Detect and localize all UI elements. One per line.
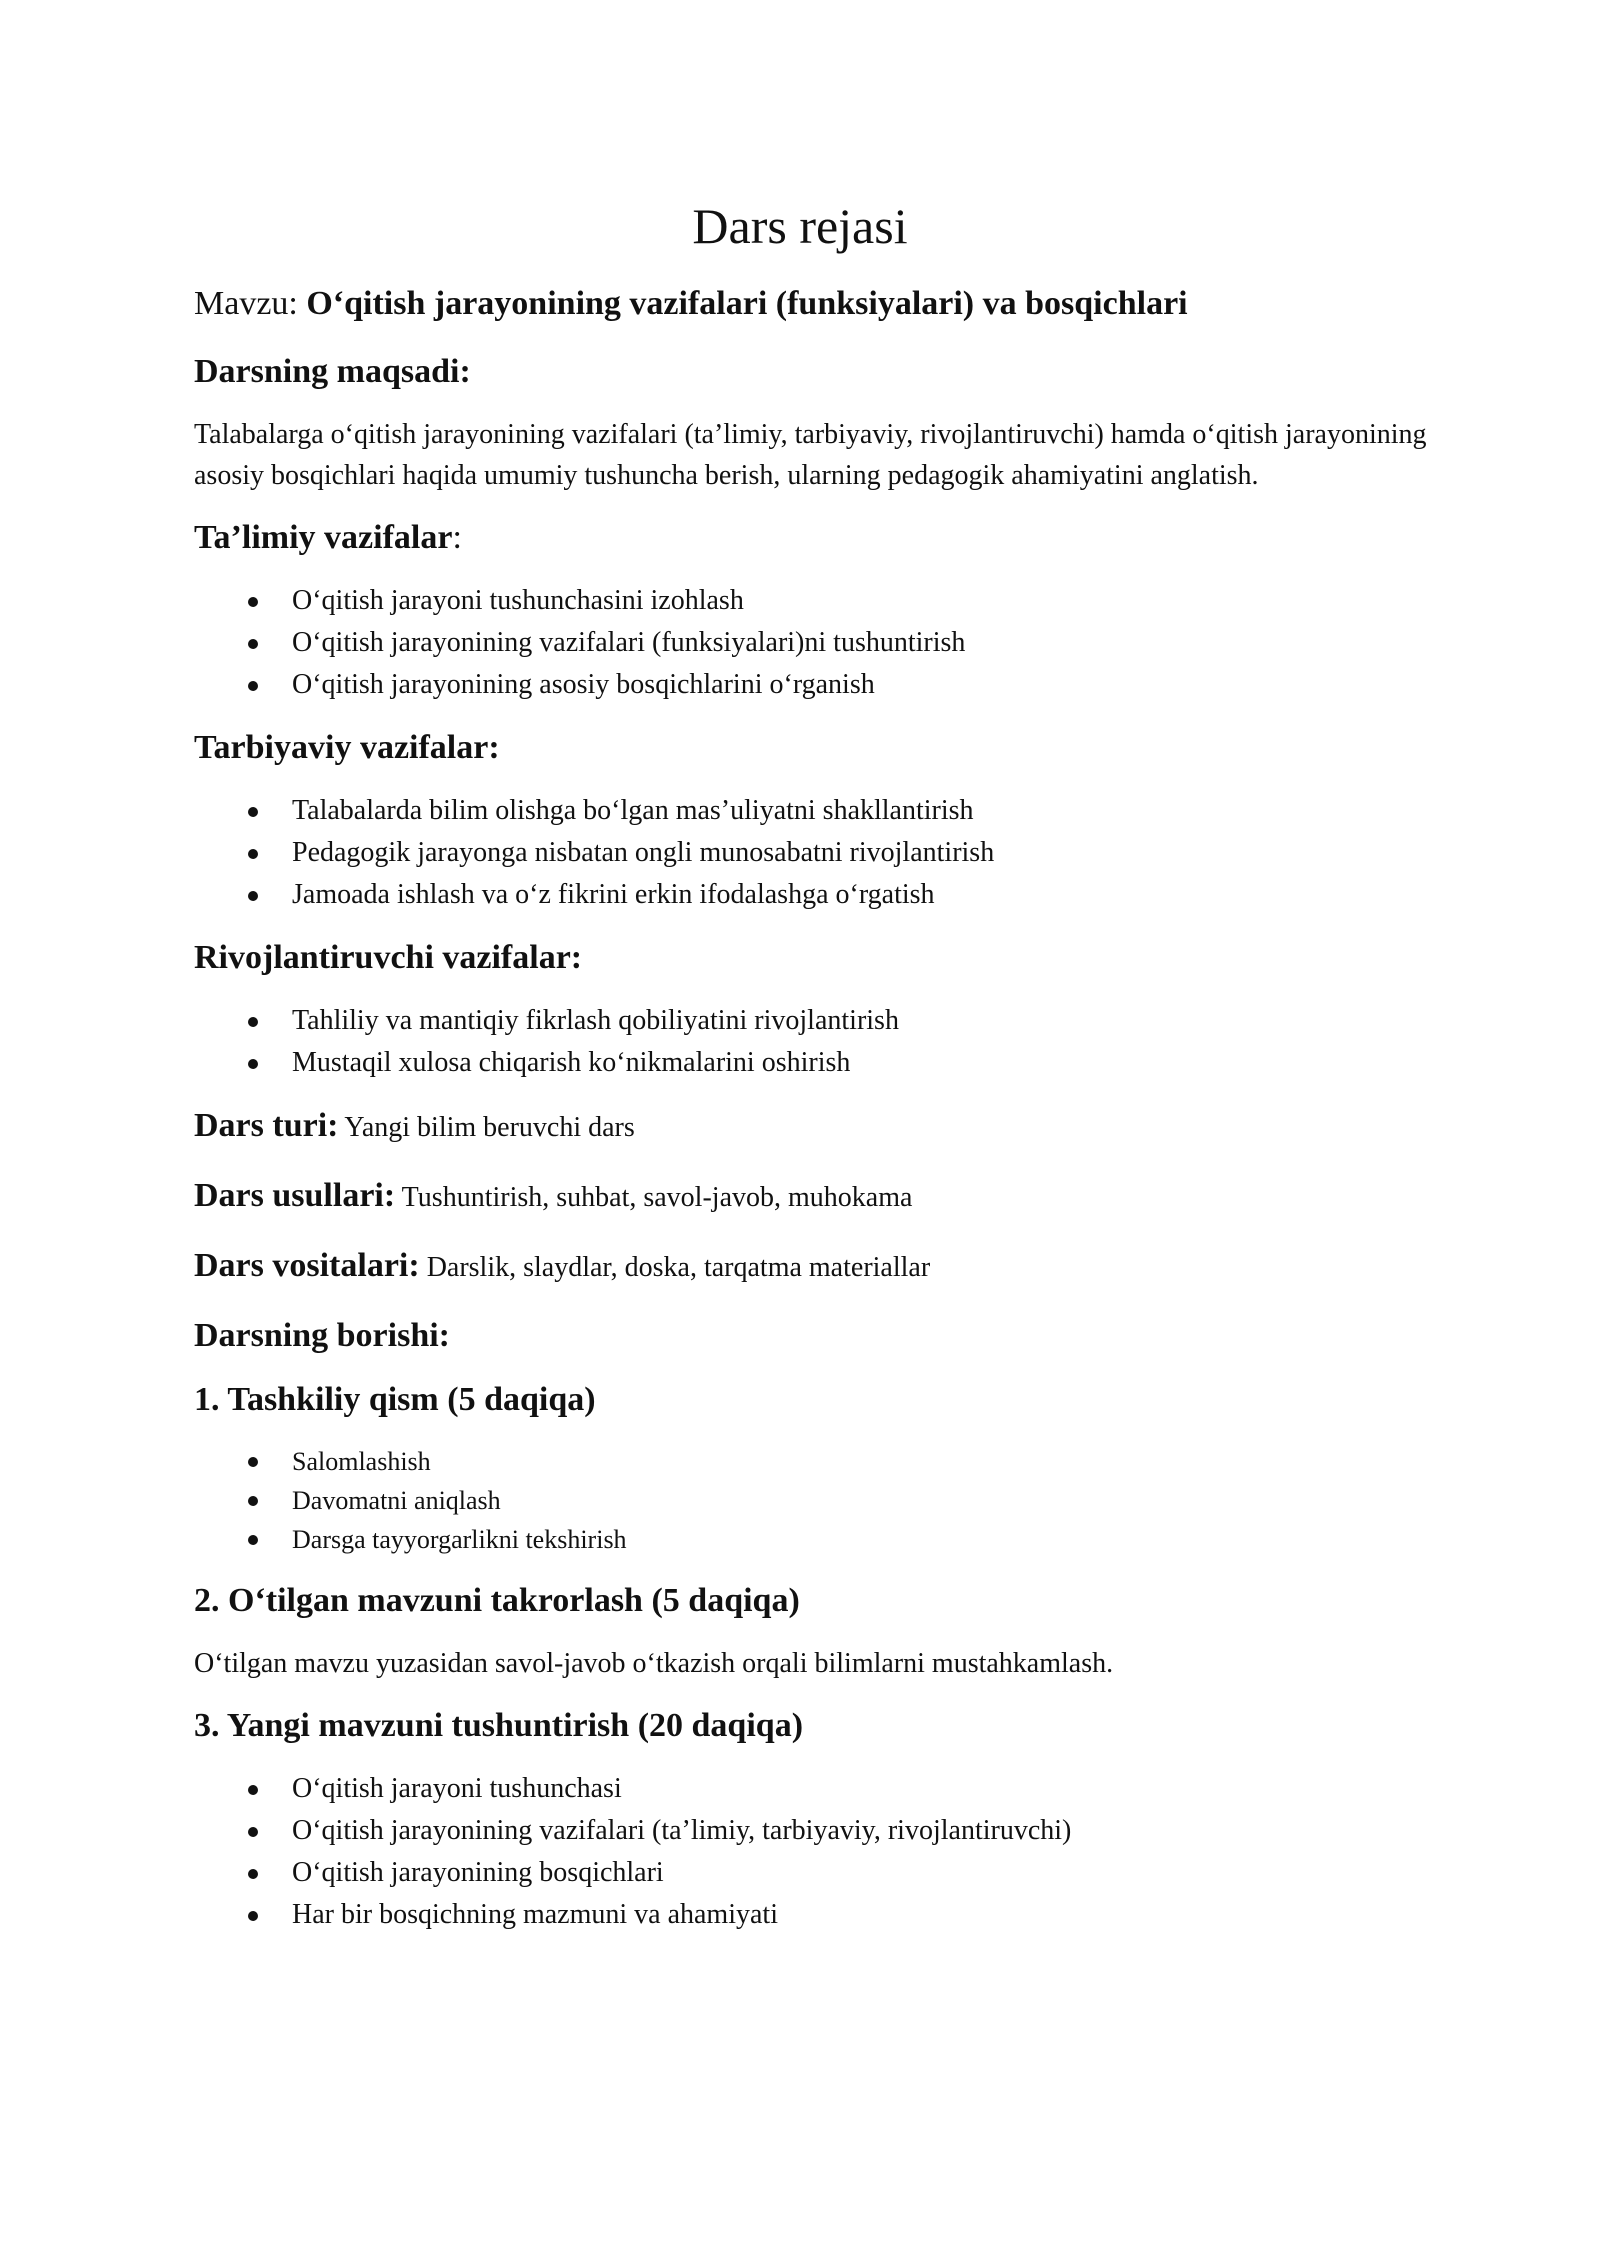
developmental-heading: Rivojlantiruvchi vazifalar: <box>194 939 583 976</box>
list-item: Jamoada ishlash va o‘z fikrini erkin ifodalashga o‘rgatish <box>194 874 1434 916</box>
lesson-methods-row <box>194 1174 1434 1220</box>
lesson-type-label: Dars turi: <box>194 1107 339 1144</box>
topic-line <box>194 282 1434 326</box>
list-item: O‘qitish jarayonining vazifalari (ta’limiy, tarbiyaviy, rivojlantiruvchi) <box>194 1810 1434 1852</box>
stage1-heading: 1. Tashkiliy qism (5 daqiqa) <box>194 1381 596 1418</box>
stage1-list <box>194 1442 1434 1559</box>
goal-heading: Darsning maqsadi: <box>194 353 471 390</box>
list-item: Salomlashish <box>194 1442 1434 1481</box>
developmental-list <box>194 1000 1434 1084</box>
list-item: Mustaqil xulosa chiqarish ko‘nikmalarini oshirish <box>194 1042 1434 1084</box>
educational-list <box>194 580 1434 706</box>
list-item: Darsga tayyorgarlikni tekshirish <box>194 1520 1434 1559</box>
topic-value: O‘qitish jarayonining vazifalari (funksiyalari) va bosqichlari <box>306 285 1188 322</box>
list-item: O‘qitish jarayoni tushunchasi <box>194 1768 1434 1810</box>
progress-heading: Darsning borishi: <box>194 1317 450 1354</box>
lesson-methods-label: Dars usullari: <box>194 1177 396 1214</box>
lesson-tools-row <box>194 1244 1434 1290</box>
stage2-text: O‘tilgan mavzu yuzasidan savol-javob o‘tkazish orqali bilimlarni mustahkamlash. <box>194 1648 1114 1679</box>
document-content <box>194 282 1434 1956</box>
educational-heading-colon: : <box>452 519 462 556</box>
list-item: Pedagogik jarayonga nisbatan ongli munosabatni rivojlantirish <box>194 832 1434 874</box>
upbringing-list <box>194 790 1434 916</box>
list-item: O‘qitish jarayonining bosqichlari <box>194 1852 1434 1894</box>
list-item: O‘qitish jarayonining vazifalari (funksiyalari)ni tushuntirish <box>194 622 1434 664</box>
topic-label: Mavzu: <box>194 285 307 322</box>
lesson-tools-label: Dars vositalari: <box>194 1247 420 1284</box>
list-item: Talabalarda bilim olishga bo‘lgan mas’uliyatni shakllantirish <box>194 790 1434 832</box>
lesson-tools-value: Darslik, slaydlar, doska, tarqatma materiallar <box>419 1252 931 1283</box>
document-title: Dars rejasi <box>692 198 908 254</box>
educational-heading-text: Ta’limiy vazifalar <box>194 519 453 556</box>
list-item: Har bir bosqichning mazmuni va ahamiyati <box>194 1894 1434 1936</box>
list-item: O‘qitish jarayonining asosiy bosqichlarini o‘rganish <box>194 664 1434 706</box>
lesson-methods-value: Tushuntirish, suhbat, savol-javob, muhokama <box>395 1182 913 1213</box>
stage2-heading: 2. O‘tilgan mavzuni takrorlash (5 daqiqa) <box>194 1582 800 1619</box>
list-item: Tahliliy va mantiqiy fikrlash qobiliyatini rivojlantirish <box>194 1000 1434 1042</box>
upbringing-heading: Tarbiyaviy vazifalar: <box>194 729 500 766</box>
stage3-heading: 3. Yangi mavzuni tushuntirish (20 daqiqa) <box>194 1707 804 1744</box>
list-item: Davomatni aniqlash <box>194 1481 1434 1520</box>
list-item: O‘qitish jarayoni tushunchasini izohlash <box>194 580 1434 622</box>
goal-text: Talabalarga o‘qitish jarayonining vazifalari (ta’limiy, tarbiyaviy, rivojlantiruvchi) hamda o‘qitish jarayonining asosiy bosqichlari haqida umumiy tushuncha berish, ularning pedagogik ahamiyatini anglatish. <box>194 419 1427 491</box>
lesson-type-row <box>194 1104 1434 1150</box>
stage3-list <box>194 1768 1434 1936</box>
educational-heading <box>194 516 1434 560</box>
lesson-type-value: Yangi bilim beruvchi dars <box>338 1112 635 1143</box>
